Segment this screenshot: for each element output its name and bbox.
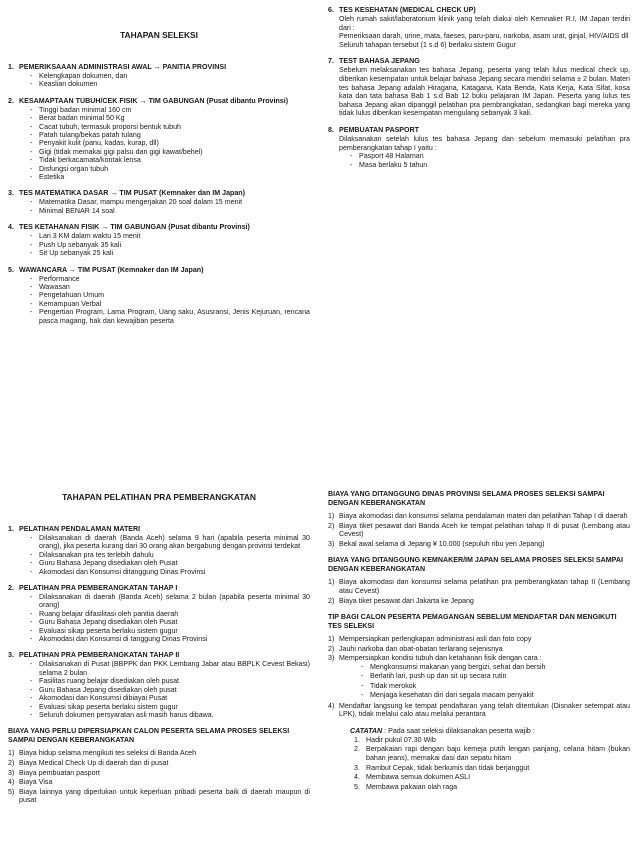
page-tahapan-seleksi: [0, 0, 640, 430]
sub-item: - Mengkonsumsi makanan yang bergizi, sehat dan bersih: [361, 663, 630, 671]
section-item: - Keaslian dokumen: [30, 80, 310, 88]
item-text: Biaya akomodasi dan konsumsi selama pelatihan pra pemberangkatan tahap II (Lembang atau Cevest): [339, 578, 630, 595]
section-heading: [8, 525, 310, 534]
list-item: [354, 773, 630, 782]
item-text: Biaya pembuatan pasport: [19, 768, 100, 777]
item-body: [19, 769, 310, 778]
list-item: [328, 578, 630, 595]
item-body: [339, 597, 630, 606]
item-number: 1.: [354, 735, 360, 744]
item-text: Biaya akomodasi dan konsumsi selama pendalaman materi dan pelatihan Tahap I di daerah: [339, 512, 628, 520]
item-body: [366, 745, 630, 762]
section-3: [328, 126, 630, 169]
section-2: [8, 97, 310, 182]
section-items: [30, 198, 310, 215]
section-item: - Masa berlaku 5 tahun: [350, 161, 630, 169]
section-title: PELATIHAN PENDALAMAN MATERI: [19, 525, 141, 533]
item-text: Biaya hidup selama mengikuti tes seleksi di Banda Aceh: [19, 749, 197, 758]
section-item: - Fasilitas ruang belajar disediakan oleh pusat: [30, 677, 310, 685]
item-body: [339, 635, 630, 644]
section-item: - Akomodasi dan Konsumsi ditanggung Dinas Provinsi: [30, 568, 310, 576]
section-title: KESAMAPTAAN TUBUH/CEK FISIK: [19, 96, 138, 105]
sub-item-list: [361, 663, 630, 700]
section-2: [8, 584, 310, 643]
section-owner: TIM GABUNGAN (Pusat dibantu Provinsi): [148, 96, 289, 105]
list-item: [328, 540, 630, 549]
list-item: [328, 522, 630, 539]
item-text: Biaya lainnya yang diperlukan untuk keperluan pribadi peserta baik di daerah maupun di pusat: [19, 787, 310, 805]
section-item: - Pengertian Program, Lama Program, Uang saku, Asusransi, Jenis Kejuruan, rencana pasca magang, hak dan kewajiban peserta: [30, 308, 310, 325]
section-item: - Seluruh dokumen persyaratan asli masih harus dibawa.: [30, 711, 310, 719]
section-heading: [8, 651, 310, 660]
calon-cost-heading: BIAYA YANG PERLU DIPERSIAPKAN CALON PESERTA SELAMA PROSES SELEKSI SAMPAI DENGAN KEBERANGKATAN: [8, 727, 290, 745]
section-item: - Dilaksanakan di daerah (Banda Aceh) selama 9 hari (apabila peserta minimal 30 orang), jika peserta kurang dari 30 orang akan bergabung dengan provinsi terdekat: [30, 534, 310, 551]
section-item: - Patah tulang/bekas patah tulang: [30, 131, 310, 139]
item-body: [339, 512, 630, 521]
item-text: Membawa semua dokumen ASLI: [366, 773, 471, 782]
list-item: [328, 654, 630, 700]
page1-title: TAHAPAN SELEKSI: [120, 30, 198, 40]
item-number: 3): [8, 768, 15, 777]
section-item: - Dilaksanakan di Pusat (BBPPK dan PKK Lembang Jabar atau BBPLK Cevest Bekasi) selama 2 bulan: [30, 660, 310, 677]
catatan-heading: [350, 727, 630, 736]
item-number: 1): [8, 749, 15, 758]
list-item: [354, 736, 630, 745]
item-number: 3): [328, 654, 335, 663]
section-heading: [8, 97, 310, 106]
page2-right-column: [328, 490, 630, 792]
section-number: 6.: [328, 6, 334, 14]
item-number: 4): [328, 701, 335, 710]
list-item: [354, 745, 630, 762]
section-item: - Kelengkapan dokumen, dan: [30, 72, 310, 80]
section-item: - Estetika: [30, 173, 310, 181]
section-1: [328, 6, 630, 49]
item-body: [19, 778, 310, 787]
arrow-icon: →: [68, 265, 76, 274]
item-body: [366, 736, 630, 745]
section-heading: [328, 57, 630, 66]
section-number: 2.: [8, 96, 14, 105]
section-number: 1.: [8, 525, 14, 533]
section-item: - Dilaksanakan di daerah (Banda Aceh) selama 2 bulan (apabila peserta minimal 30 orang): [30, 593, 310, 610]
section-item: - Guru Bahasa Jepang disediakan oleh Pusat: [30, 618, 310, 626]
item-number: 4): [8, 778, 15, 787]
section-title: TES MATEMATIKA DASAR: [19, 189, 109, 198]
list-item: [354, 764, 630, 773]
item-text: Mendaftar langsung ke tempat pendaftaran yang telah ditentukan (Disnaker setempat atau LPK), tidak melalui calo atau melalui perantara: [339, 701, 630, 719]
section-heading: [328, 6, 630, 15]
section-heading: [8, 223, 310, 232]
page1-right-sections: [328, 6, 630, 169]
item-body: [339, 578, 630, 595]
section-number: 7.: [328, 57, 334, 66]
item-body: [339, 654, 630, 700]
list-item: [8, 749, 310, 758]
section-item: - Berat badan minimal 50 Kg: [30, 114, 310, 122]
section-number: 2.: [8, 584, 14, 593]
section-item: - Disfungsi organ tubuh: [30, 165, 310, 173]
section-3: [8, 189, 310, 215]
section-paragraph: Dilaksanakan setelah lulus tes bahasa Jepang dan sebelum memasuki pelatihan pra pemberangkatan tahap I yaitu :: [339, 134, 630, 152]
right-block-list: [328, 512, 630, 548]
section-number: 8.: [328, 125, 334, 134]
page2-title: TAHAPAN PELATIHAN PRA PEMBERANGKATAN: [62, 492, 256, 502]
list-item: [8, 788, 310, 805]
item-body: [366, 773, 630, 782]
section-paragraph: Seluruh tahapan tersebut (1 s.d 6) berlaku sistem Gugur: [339, 40, 517, 49]
section-heading: [328, 126, 630, 135]
section-item: - Evaluasi sikap peserta berlaku sistem gugur: [30, 703, 310, 711]
item-text: Mempersiapkan kondisi tubuh dan ketahanan fisik dengan cara :: [339, 654, 542, 663]
section-title: PELATIHAN PRA PEMBERANGKATAN TAHAP II: [19, 651, 180, 660]
section-paragraph: Oleh rumah sakit/laboratorium klinik yang telah diakui oleh Kemnaker R.I, IM Japan terdiri dari :: [339, 15, 630, 32]
section-item: - Pengetahuan Umum: [30, 291, 310, 299]
section-item: - Akomodasi dan Konsumsi dibiayai Pusat: [30, 694, 310, 702]
page1-left-sections: [8, 63, 310, 325]
section-title-line: [19, 584, 177, 593]
item-body: [339, 522, 630, 539]
item-number: 2.: [354, 745, 360, 754]
section-number: 3.: [8, 189, 14, 198]
item-text: Mempersiapkan perlengkapan administrasi asli dan foto copy: [339, 635, 532, 644]
page2-left-column: [8, 492, 310, 806]
section-title-line: [19, 223, 250, 232]
section-item: - Guru Bahasa Jepang disediakan oleh pusat: [30, 686, 310, 694]
section-number: 4.: [8, 223, 14, 232]
section-items: [30, 232, 310, 257]
item-number: 3): [328, 539, 335, 548]
item-body: [339, 702, 630, 719]
section-item: - Tidak berkacamata/kontak lensa: [30, 156, 310, 164]
section-number: 3.: [8, 651, 14, 660]
catatan-intro: : Pada saat seleksi dilaksanakan peserta wajib :: [382, 726, 535, 735]
section-title-line: [339, 57, 420, 66]
section-title: TES KETAHANAN FISIK: [19, 223, 100, 232]
section-heading: [8, 584, 310, 593]
section-paragraph: Sebelum melaksanakan tes bahasa Jepang, peserta yang telah lulus medical check up, diberikan kesempatan untuk belajar bahasa Jepang secara mendiri selama ± 2 bulan. Materi tes bahasa Jepang adalah Hiragana, Katagana, Kata Benda, Kata Kerja, Kata Sifat, kosa kata dan tata bahasa Bab 1 s.d Bab 12 buku pelajaran IM Japan. Peserta yang lulus tes bahasa Jepang akan dipanggil pelatihan pra pembrangkatan, sedangkan bagi mereka yang tidak lulus diberikan kesempatan mengulang sebanyak 3 kali.: [339, 66, 630, 118]
section-item: - Gigi (tidak memakai gigi palsu dan gigi kawat/behel): [30, 148, 310, 156]
item-text: Bekal awal selama di Jepang ¥ 10.000 (sepuluh ribu yen Jepang): [339, 539, 545, 548]
section-4: [8, 223, 310, 257]
section-title: TEST BAHASA JEPANG: [339, 57, 420, 66]
section-owner: TIM PUSAT (Kemnaker dan IM Japan): [119, 189, 245, 198]
item-text: Biaya Medical Check Up di daerah dan di pusat: [19, 758, 169, 767]
item-body: [19, 759, 310, 768]
list-item: [328, 512, 630, 521]
right-block-3: [328, 613, 630, 719]
item-text: Berpakaian rapi dengan baju kemeja putih lengan panjang, celana hitam (bukan bahan jeans), memakai dasi dan sepatu hitam: [366, 745, 630, 762]
item-body: [366, 764, 630, 773]
section-title-line: [19, 651, 179, 660]
list-item: [328, 635, 630, 644]
section-item: - Akomodasi dan Konsumsi di tanggung Dinas Provinsi: [30, 635, 310, 643]
section-1: [8, 525, 310, 576]
section-items: [30, 106, 310, 182]
item-body: [19, 788, 310, 805]
list-item: [8, 769, 310, 778]
item-number: 1): [328, 512, 335, 520]
section-paragraph: Pemeriksaan darah, urine, mata, faeses, paru-paru, narkoba, asam urat, ginjal, HIV/AIDS dll: [339, 32, 629, 41]
list-item: [328, 645, 630, 654]
section-1: [8, 63, 310, 89]
section-title: WAWANCARA: [19, 265, 67, 274]
item-body: [366, 783, 630, 792]
section-heading: [8, 63, 310, 72]
section-number: 1.: [8, 63, 14, 71]
section-item: - Ruang belajar difasilitasi oleh panitia daerah: [30, 610, 310, 618]
right-block-heading: BIAYA YANG DITANGGUNG KEMNAKER/IM JAPAN SELAMA PROSES SELEKSI SAMPAI DENGAN KEBERANGKATAN: [328, 556, 623, 574]
section-item: - Wawasan: [30, 283, 310, 291]
section-item: - Dilaksanakan pra tes terlebih dahulu: [30, 551, 310, 559]
list-item: [328, 597, 630, 606]
section-3: [8, 651, 310, 719]
section-2: [328, 57, 630, 118]
calon-cost-list: [8, 749, 310, 805]
page2-right-blocks: [328, 490, 630, 719]
section-title-line: [339, 6, 476, 15]
calon-cost-block: [8, 727, 310, 805]
section-title-line: [19, 266, 203, 275]
right-block-2: [328, 556, 630, 605]
catatan-block: [350, 727, 630, 792]
section-items: [30, 660, 310, 719]
section-item: - Matematika Dasar, mampu mengerjakan 20 soal dalam 15 menit: [30, 198, 310, 206]
catatan-title: CATATAN: [350, 726, 383, 735]
item-text: Jauhi narkoba dan obat-obatan terlarang sejenisnya: [339, 644, 503, 653]
section-item: - Push Up sebanyak 35 kali: [30, 241, 310, 249]
catatan-list: [354, 736, 630, 792]
section-title: PEMERIKSAAAN ADMINISTRASI AWAL: [19, 63, 152, 71]
right-block-list: [328, 635, 630, 719]
right-block-heading: BIAYA YANG DITANGGUNG DINAS PROVINSI SELAMA PROSES SELEKSI SAMPAI DENGAN KEBERANGKATAN: [328, 490, 605, 507]
page2-left-sections: [8, 525, 310, 719]
right-block-1: [328, 490, 630, 548]
item-number: 3.: [354, 763, 360, 772]
item-text: Biaya Visa: [19, 778, 53, 787]
item-text: Biaya tiket pesawat dari Banda Aceh ke tempat pelatihan tahap II di pusat (Lembang atau Cevest): [339, 521, 630, 539]
item-body: [339, 645, 630, 654]
item-number: 1): [328, 578, 335, 587]
page-gap: [0, 430, 640, 470]
section-items: [30, 72, 310, 89]
item-number: 4.: [354, 773, 360, 782]
section-item: - Cacat tubuh, termasuk proporsi bentuk tubuh: [30, 123, 310, 131]
item-number: 2): [328, 644, 335, 653]
section-title-line: [339, 126, 419, 135]
section-title: PEMBUATAN PASPORT: [339, 125, 420, 134]
section-title: PELATIHAN PRA PEMBERANGKATAN TAHAP I: [19, 584, 178, 593]
section-5: [8, 266, 310, 325]
section-item: - Tinggi badan minimal 160 cm: [30, 106, 310, 114]
right-block-heading: TIP BAGI CALON PESERTA PEMAGANGAN SEBELUM MENDAFTAR DAN MENGIKUTI TES SELEKSI: [328, 613, 617, 631]
section-title-line: [19, 63, 226, 72]
list-item: [328, 702, 630, 719]
section-title-line: [19, 189, 245, 198]
page1-right-column: [328, 6, 630, 177]
section-item: - Performance: [30, 275, 310, 283]
section-title-line: [19, 97, 288, 106]
item-number: 1): [328, 635, 335, 644]
item-body: [339, 540, 630, 549]
list-item: [8, 778, 310, 787]
section-items: [30, 275, 310, 325]
section-owner: PANITIA PROVINSI: [162, 63, 227, 71]
item-text: Membawa pakaian olah raga: [366, 782, 458, 791]
section-heading: [8, 266, 310, 275]
section-heading: [8, 189, 310, 198]
arrow-icon: →: [139, 96, 147, 105]
sub-item: - Berlatih lari, push up dan sit up secara rutin: [361, 672, 630, 680]
item-number: 5): [8, 787, 15, 796]
section-items: [350, 152, 630, 169]
item-number: 2): [328, 596, 335, 605]
arrow-icon: →: [110, 189, 118, 198]
section-title-line: [19, 525, 140, 534]
section-item: - Kemampuan Verbal: [30, 300, 310, 308]
section-title: TES KESEHATAN (MEDICAL CHECK UP): [339, 6, 476, 14]
item-text: Rambut Cepak, tidak berkumis dan tidak berjanggut: [366, 763, 530, 772]
list-item: [354, 783, 630, 792]
right-block-list: [328, 578, 630, 605]
section-owner: TIM PUSAT (Kemnaker dan IM Japan): [77, 265, 204, 274]
arrow-icon: →: [101, 223, 109, 232]
arrow-icon: →: [153, 63, 161, 71]
section-owner: TIM GABUNGAN (Pusat dibantu Provinsi): [110, 223, 250, 232]
section-item: - Lari 3 KM dalam waktu 15 menit: [30, 232, 310, 240]
item-text: Hadir pukul 07.30 Wib: [366, 735, 436, 744]
item-number: 5.: [354, 782, 360, 791]
section-item: - Pasport 48 Halaman: [350, 152, 630, 160]
sub-item: - Tidak merokok: [361, 682, 630, 690]
page1-left-column: [8, 30, 310, 333]
sub-item: - Menjaga kesehatan diri dari segala macam penyakit: [361, 691, 630, 699]
section-item: - Evaluasi sikap peserta berlaku sistem gugur: [30, 627, 310, 635]
section-number: 5.: [8, 265, 14, 274]
item-number: 2): [8, 758, 15, 767]
section-item: - Minimal BENAR 14 soal: [30, 207, 310, 215]
item-body: [19, 749, 310, 758]
section-item: - Sit Up sebanyak 25 kali: [30, 249, 310, 257]
section-item: - Penyakit kulit (panu, kadas, kurap, dll): [30, 139, 310, 147]
list-item: [8, 759, 310, 768]
item-text: Biaya tiket pesawat dari Jakarta ke Jepang: [339, 596, 474, 605]
section-items: [30, 593, 310, 643]
page-tahapan-pelatihan: [0, 470, 640, 868]
item-number: 2): [328, 521, 335, 530]
section-items: [30, 534, 310, 576]
section-item: - Guru Bahasa Jepang disediakan oleh Pusat: [30, 559, 310, 567]
